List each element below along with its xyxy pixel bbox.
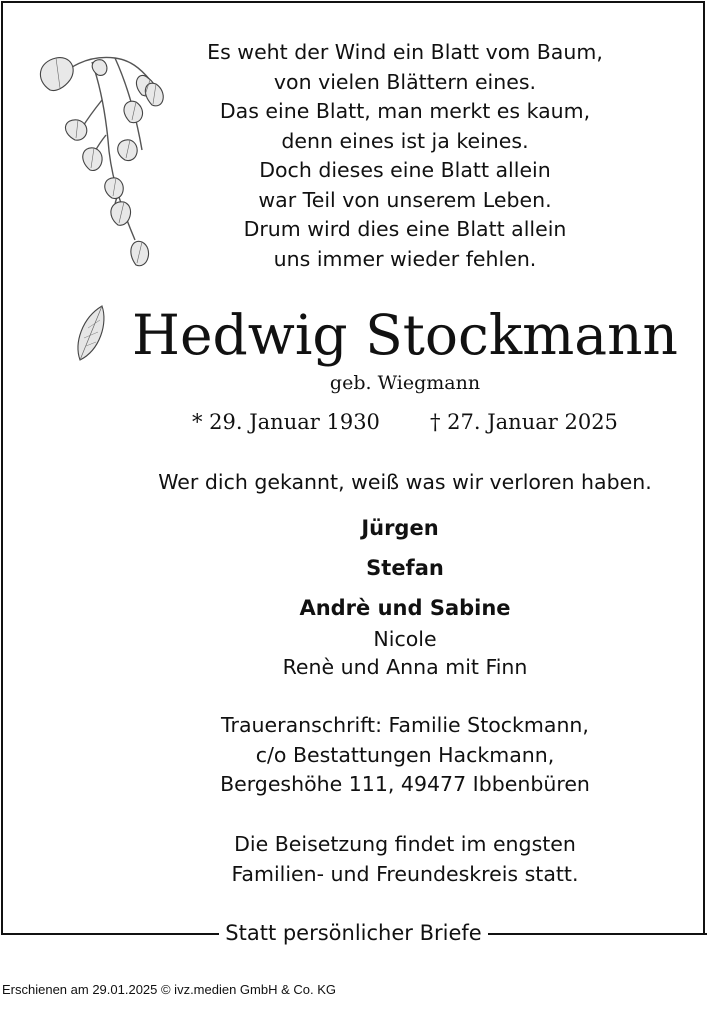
leaf-ornament xyxy=(72,298,112,368)
birth-name: geb. Wiegmann xyxy=(329,372,481,394)
footer-note: Statt persönlicher Briefe xyxy=(225,921,482,945)
burial-line: Familien- und Freundeskreis statt. xyxy=(231,861,579,886)
mourner-name: Nicole xyxy=(373,627,437,651)
poem-line: war Teil von unserem Leben. xyxy=(258,187,552,212)
frame-bottom-line-right xyxy=(488,933,707,935)
birch-branch-illustration xyxy=(30,40,170,280)
poem-line: Drum wird dies eine Blatt allein xyxy=(243,217,567,241)
poem-line: von vielen Blättern eines. xyxy=(273,69,537,94)
memorial-quote: Wer dich gekannt, weiß was wir verloren haben. xyxy=(158,470,652,494)
poem-line: Das eine Blatt, man merkt es kaum, xyxy=(219,99,591,123)
mourner-name: Jürgen xyxy=(361,516,439,540)
deceased-name: Hedwig Stockmann xyxy=(132,303,678,367)
poem-line: Es weht der Wind ein Blatt vom Baum, xyxy=(207,40,603,64)
condolence-address xyxy=(140,711,670,800)
address-line: c/o Bestattungen Hackmann, xyxy=(255,742,555,767)
address-line: Traueranschrift: Familie Stockmann, xyxy=(221,713,589,737)
birth-date: * 29. Januar 1930 xyxy=(192,410,380,434)
frame-bottom-line-left xyxy=(1,933,219,935)
publication-credit: Erschienen am 29.01.2025 © ivz.medien GmbH & Co. KG xyxy=(2,982,337,997)
address-line: Bergeshöhe 111, 49477 Ibbenbüren xyxy=(220,772,590,796)
poem-line: Doch dieses eine Blatt allein xyxy=(259,158,551,182)
poem-line: uns immer wieder fehlen. xyxy=(273,246,537,271)
mourner-name: Stefan xyxy=(366,556,444,580)
mourner-name: Andrè und Sabine xyxy=(299,596,511,620)
burial-notice xyxy=(140,830,670,889)
mourner-name: Renè und Anna mit Finn xyxy=(282,655,528,679)
poem xyxy=(150,38,660,274)
death-date: † 27. Januar 2025 xyxy=(430,410,618,434)
burial-line: Die Beisetzung findet im engsten xyxy=(234,832,576,856)
poem-line: denn eines ist ja keines. xyxy=(281,128,529,153)
